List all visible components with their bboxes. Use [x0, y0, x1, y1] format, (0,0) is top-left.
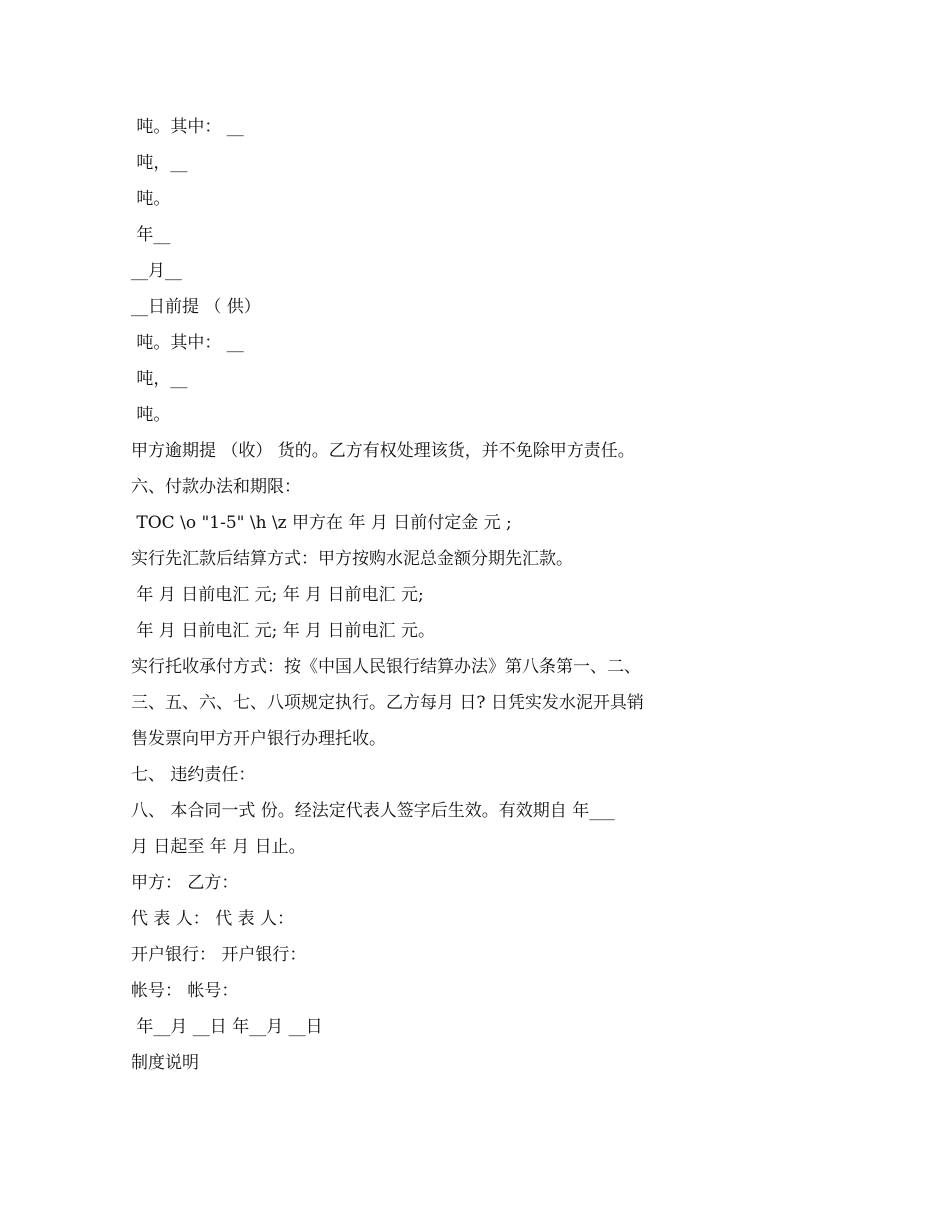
text-line: 年 月 日前电汇 元; 年 月 日前电汇 元。: [131, 621, 435, 641]
signature-accounts: 帐号： 帐号：: [131, 981, 239, 1001]
text-line: 年__: [131, 225, 171, 245]
text-line: 甲方逾期提 （收） 货的。乙方有权处理该货，并不免除甲方责任。: [131, 441, 635, 461]
text-line: __月__: [131, 261, 182, 281]
section-heading: 八、 本合同一式 份。经法定代表人签字后生效。有效期自 年___: [131, 801, 615, 821]
text-line: 月 日起至 年 月 日止。: [131, 837, 306, 857]
text-line: 年 月 日前电汇 元; 年 月 日前电汇 元;: [131, 585, 424, 605]
signature-representatives: 代 表 人： 代 表 人：: [131, 909, 295, 929]
text-line: 售发票向甲方开户银行办理托收。: [131, 729, 386, 749]
text-line: 吨，__: [131, 369, 188, 389]
text-line: TOC \o "1-5" \h \z 甲方在 年 月 日前付定金 元 ;: [131, 513, 512, 533]
section-heading: 六、付款办法和期限：: [131, 477, 301, 497]
text-line: 三、五、六、七、八项规定执行。乙方每月 日? 日凭实发水泥开具销: [131, 693, 644, 713]
text-line: 吨。: [131, 405, 171, 425]
signature-parties: 甲方： 乙方：: [131, 873, 239, 893]
text-line: __日前提 （ 供）: [131, 297, 261, 317]
text-line: 吨。: [131, 189, 171, 209]
text-line: 吨，__: [131, 153, 188, 173]
signature-banks: 开户银行： 开户银行：: [131, 945, 307, 965]
section-heading: 制度说明: [131, 1053, 199, 1073]
text-line: 实行托收承付方式：按《中国人民银行结算办法》第八条第一、二、: [131, 657, 641, 677]
signature-dates: 年__月 __日 年__月 __日: [131, 1017, 323, 1037]
section-heading: 七、 违约责任：: [131, 765, 256, 785]
document-body: [131, 109, 831, 1081]
text-line: 吨。其中： __: [131, 117, 244, 137]
text-line: 实行先汇款后结算方式：甲方按购水泥总金额分期先汇款。: [131, 549, 573, 569]
text-line: 吨。其中： __: [131, 333, 244, 353]
